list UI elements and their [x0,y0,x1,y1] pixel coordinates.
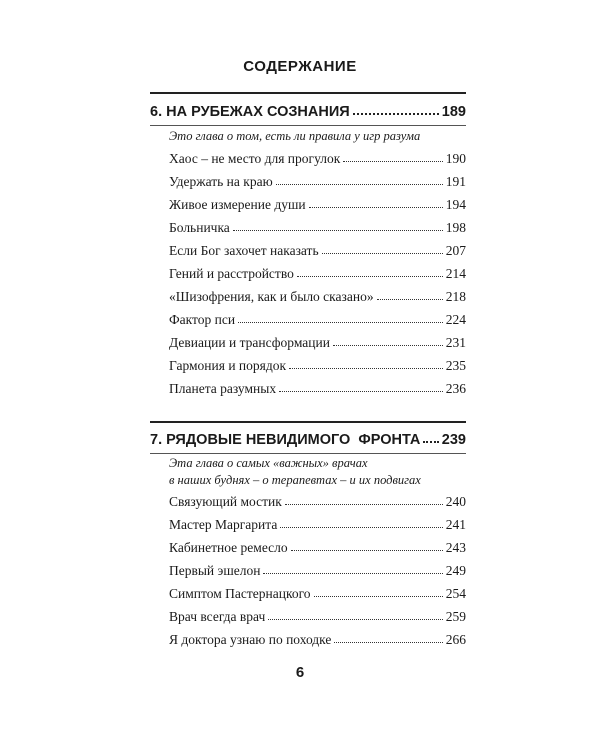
entry-title: Кабинетное ремесло [169,540,288,555]
entry-title: Симптом Пастернацкого [169,586,311,601]
section-heading-page: 239 [441,432,466,448]
dot-leader [309,207,443,208]
entry-page: 240 [445,494,466,509]
dot-leader [297,276,443,277]
dot-leader [291,550,443,551]
dot-leader [343,161,442,162]
dot-leader [289,368,443,369]
dot-leader [233,230,443,231]
section-heading-page: 189 [441,104,466,120]
toc-entry[interactable] [169,264,466,282]
dot-leader [279,391,443,392]
entry-title: Гений и расстройство [169,266,294,281]
toc-entry[interactable] [169,561,466,579]
entry-title: Хаос – не место для прогулок [169,151,341,166]
entry-page: 243 [445,540,466,555]
dot-leader [280,527,442,528]
entry-page: 207 [445,243,466,258]
entry-title: «Шизофрения, как и было сказано» [169,289,374,304]
section-description [169,128,469,145]
entry-title: Девиации и трансформации [169,335,330,350]
entry-title: Гармония и порядок [169,358,287,373]
entry-title: Первый эшелон [169,563,261,578]
entry-title: Больничка [169,220,230,235]
dot-leader [423,441,438,443]
entry-page: 235 [445,358,466,373]
section-divider [150,453,466,454]
toc-entry[interactable] [169,172,466,190]
entry-title: Фактор пси [169,312,236,327]
dot-leader [377,299,443,300]
dot-leader [314,596,443,597]
section-top-rule [150,92,466,94]
entry-page: 266 [445,632,466,647]
toc-entry[interactable] [169,492,466,510]
entry-page: 249 [445,563,466,578]
entry-page: 259 [445,609,466,624]
dot-leader [334,642,442,643]
toc-entry[interactable] [169,630,466,648]
entry-page: 236 [445,381,466,396]
toc-entry[interactable] [169,195,466,213]
toc-entry[interactable] [169,515,466,533]
dot-leader [263,573,442,574]
dot-leader [238,322,443,323]
entry-title: Планета разумных [169,381,277,396]
toc-entry[interactable] [169,287,466,305]
toc-entry[interactable] [169,356,466,374]
toc-entry[interactable] [169,218,466,236]
entry-page: 194 [445,197,466,212]
entry-page: 198 [445,220,466,235]
section-heading-title: 7. РЯДОВЫЕ НЕВИДИМОГО ФРОНТА [150,432,421,448]
section-heading-title: 6. НА РУБЕЖАХ СОЗНАНИЯ [150,104,350,120]
entry-page: 190 [445,151,466,166]
description-line: Это глава о том, есть ли правила у игр разума [169,129,421,143]
entry-title: Я доктора узнаю по походке [169,632,332,647]
page-title: СОДЕРЖАНИЕ [243,58,357,75]
toc-entry[interactable] [169,149,466,167]
entry-page: 241 [445,517,466,532]
entry-title: Если Бог захочет наказать [169,243,319,258]
toc-entry[interactable] [169,607,466,625]
entry-page: 224 [445,312,466,327]
entry-page: 191 [445,174,466,189]
entry-page: 214 [445,266,466,281]
toc-entry[interactable] [169,379,466,397]
dot-leader [276,184,443,185]
entry-title: Живое измерение души [169,197,306,212]
entry-title: Связующий мостик [169,494,282,509]
entry-page: 254 [445,586,466,601]
entry-title: Мастер Маргарита [169,517,278,532]
toc-entry[interactable] [169,310,466,328]
dot-leader [285,504,443,505]
section-description [169,455,469,489]
description-line: Эта глава о самых «важных» врачах [169,456,368,470]
description-line: в наших буднях – о терапевтах – и их подвигах [169,473,421,487]
entry-title: Врач всегда врач [169,609,266,624]
dot-leader [353,113,439,115]
toc-entry[interactable] [169,584,466,602]
entry-page: 231 [445,335,466,350]
toc-entry[interactable] [169,241,466,259]
toc-entry[interactable] [169,538,466,556]
entry-page: 218 [445,289,466,304]
toc-entry[interactable] [169,333,466,351]
entry-title: Удержать на краю [169,174,273,189]
section-heading[interactable] [150,428,466,448]
dot-leader [322,253,443,254]
section-divider [150,125,466,126]
dot-leader [333,345,443,346]
page-number: 6 [295,664,305,681]
dot-leader [268,619,442,620]
section-top-rule [150,421,466,423]
section-heading[interactable] [150,100,466,120]
